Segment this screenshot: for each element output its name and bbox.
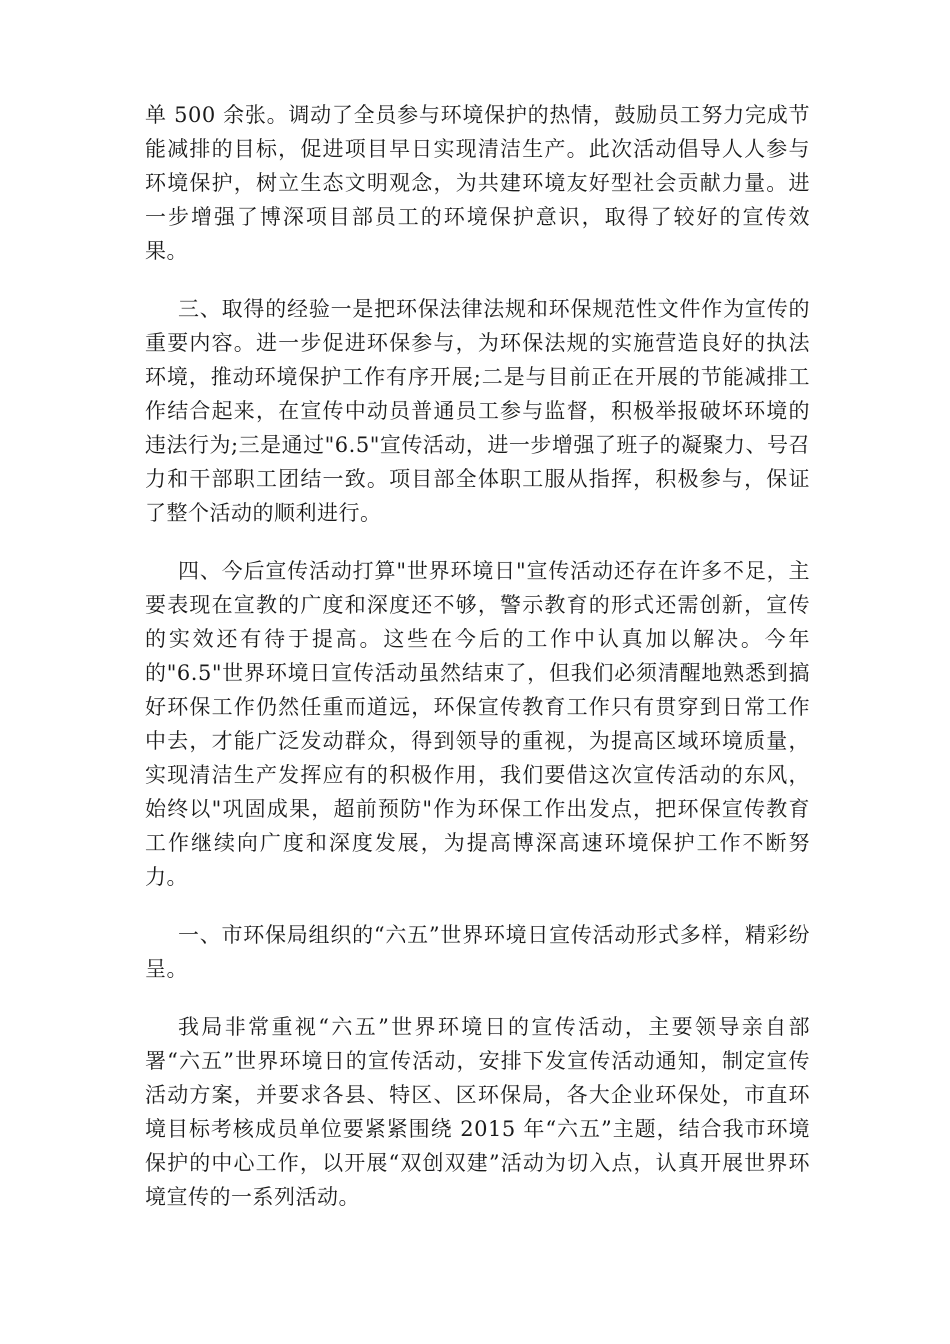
paragraph-future-plans: 四、今后宣传活动打算"世界环境日"宣传活动还存在许多不足，主要表现在宣教的广度和深度还不够，警示教育的形式还需创新，宣传的实效还有待于提高。这些在今后的工作中认真加以解决。今年的"6.5"世界环境日宣传活动虽然结束了，但我们必须清醒地熟悉到搞好环保工作仍然任重而道远，环保宣传教育工作只有贯穿到日常工作中去，才能广泛发动群众，得到领导的重视，为提高区域环境质量，实现清洁生产发挥应有的积极作用，我们要借这次宣传活动的东风，始终以"巩固成果，超前预防"作为环保工作出发点，把环保宣传教育工作继续向广度和深度发展，为提高博深高速环境保护工作不断努力。 (145, 559, 810, 889)
paragraph-experience: 三、取得的经验一是把环保法律法规和环保规范性文件作为宣传的重要内容。进一步促进环保参与，为环保法规的实施营造良好的执法环境，推动环境保护工作有序开展;二是与目前正在开展的节能减排工作结合起来，在宣传中动员普通员工参与监督，积极举报破坏环境的违法行为;三是通过"6.5"宣传活动，进一步增强了班子的凝聚力、号召力和干部职工团结一致。项目部全体职工服从指挥，积极参与，保证了整个活动的顺利进行。 (145, 297, 810, 525)
document-body (145, 98, 810, 1238)
paragraph-continuation: 单 500 余张。调动了全员参与环境保护的热情，鼓励员工努力完成节能减排的目标，促进项目早日实现清洁生产。此次活动倡导人人参与环境保护，树立生态文明观念，为共建环境友好型社会贡献力量。进一步增强了博深项目部员工的环境保护意识，取得了较好的宣传效果。 (145, 103, 810, 263)
paragraph-bureau-activities: 我局非常重视“六五”世界环境日的宣传活动，主要领导亲自部署“六五”世界环境日的宣传活动，安排下发宣传活动通知，制定宣传活动方案，并要求各县、特区、区环保局，各大企业环保处，市直环境目标考核成员单位要紧紧围绕 2015 年“六五”主题，结合我市环境保护的中心工作，以开展“双创双建”活动为切入点，认真开展世界环境宣传的一系列活动。 (145, 1015, 810, 1209)
paragraph-section-heading: 一、市环保局组织的“六五”世界环境日宣传活动形式多样，精彩纷呈。 (145, 923, 810, 981)
